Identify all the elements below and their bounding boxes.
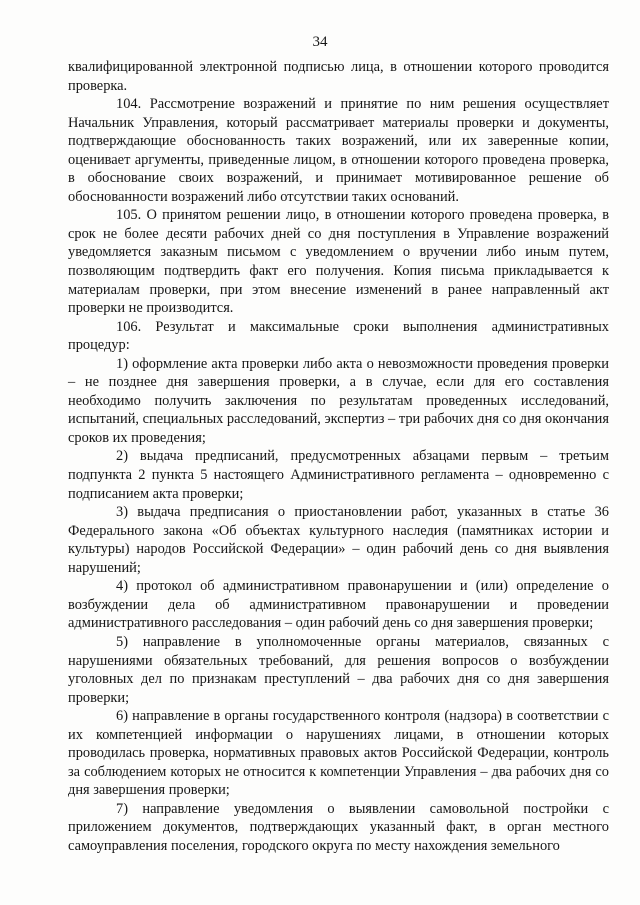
paragraph-106: 106. Результат и максимальные сроки выполнения административных процедур: <box>68 318 609 354</box>
paragraph-continuation: квалифицированной электронной подписью лица, в отношении которого проводится проверка. <box>68 59 609 94</box>
list-item-1: 1) оформление акта проверки либо акта о невозможности проведения проверки – не позднее дня завершения проверки, а в случае, если для его составления необходимо получить заключения по результатам проведенных исследований, испытаний, специальных расследований, экспертиз – три рабочих дня со дня окончания сроков их проведения; <box>68 355 609 446</box>
page-number: 34 <box>312 34 328 50</box>
document-body <box>68 58 609 856</box>
list-item-2: 2) выдача предписаний, предусмотренных абзацами первым – третьим подпункта 2 пункта 5 настоящего Административного регламента – одновременно с подписанием акта проверки; <box>68 448 609 502</box>
paragraph-105: 105. О принятом решении лицо, в отношении которого проведена проверка, в срок не более десяти рабочих дней со дня поступления в Управление возражений уведомляется заказным письмом с уведомлением о вручении либо иным путем, позволяющим подтвердить факт его получения. Копия письма прикладывается к материалам проверки, при этом внесение изменений в ранее направленный акт проверки не производится. <box>68 207 609 317</box>
list-item-4: 4) протокол об административном правонарушении и (или) определение о возбуждении дела об административном правонарушении и проведении административного расследования – один рабочий день со дня завершения проверки; <box>68 578 609 632</box>
list-item-5: 5) направление в уполномоченные органы материалов, связанных с нарушениями обязательных требований, для решения вопросов о возбуждении уголовных дел по признакам преступлений – два рабочих дня со дня завершения проверки; <box>68 633 609 706</box>
list-item-3: 3) выдача предписания о приостановлении работ, указанных в статье 36 Федерального закона «Об объектах культурного наследия (памятниках истории и культуры) народов Российской Федерации» – один рабочий день со дня выявления нарушений; <box>68 504 609 576</box>
paragraph-104: 104. Рассмотрение возражений и принятие по ним решения осуществляет Начальник Управления, который рассматривает материалы проверки и документы, подтверждающие обоснованность таких возражений, или их заверенные копии, оценивает аргументы, приведенные лицом, в отношении которого проведена проверка, в обоснование своих возражений, и принимает мотивированное решение об обоснованности возражений либо отсутствии таких оснований. <box>68 96 609 205</box>
list-item-7: 7) направление уведомления о выявлении самовольной постройки с приложением документов, подтверждающих указанный факт, в орган местного самоуправления поселения, городского округа по месту нахождения земельного <box>68 800 609 854</box>
list-item-6: 6) направление в органы государственного контроля (надзора) в соответствии с их компетенцией информации о нарушениях лицами, в отношении которых проводилась проверка, нормативных правовых актов Российской Федерации, контроль за соблюдением которых не относится к компетенции Управления – два рабочих дня со дня завершения проверки; <box>68 708 609 799</box>
